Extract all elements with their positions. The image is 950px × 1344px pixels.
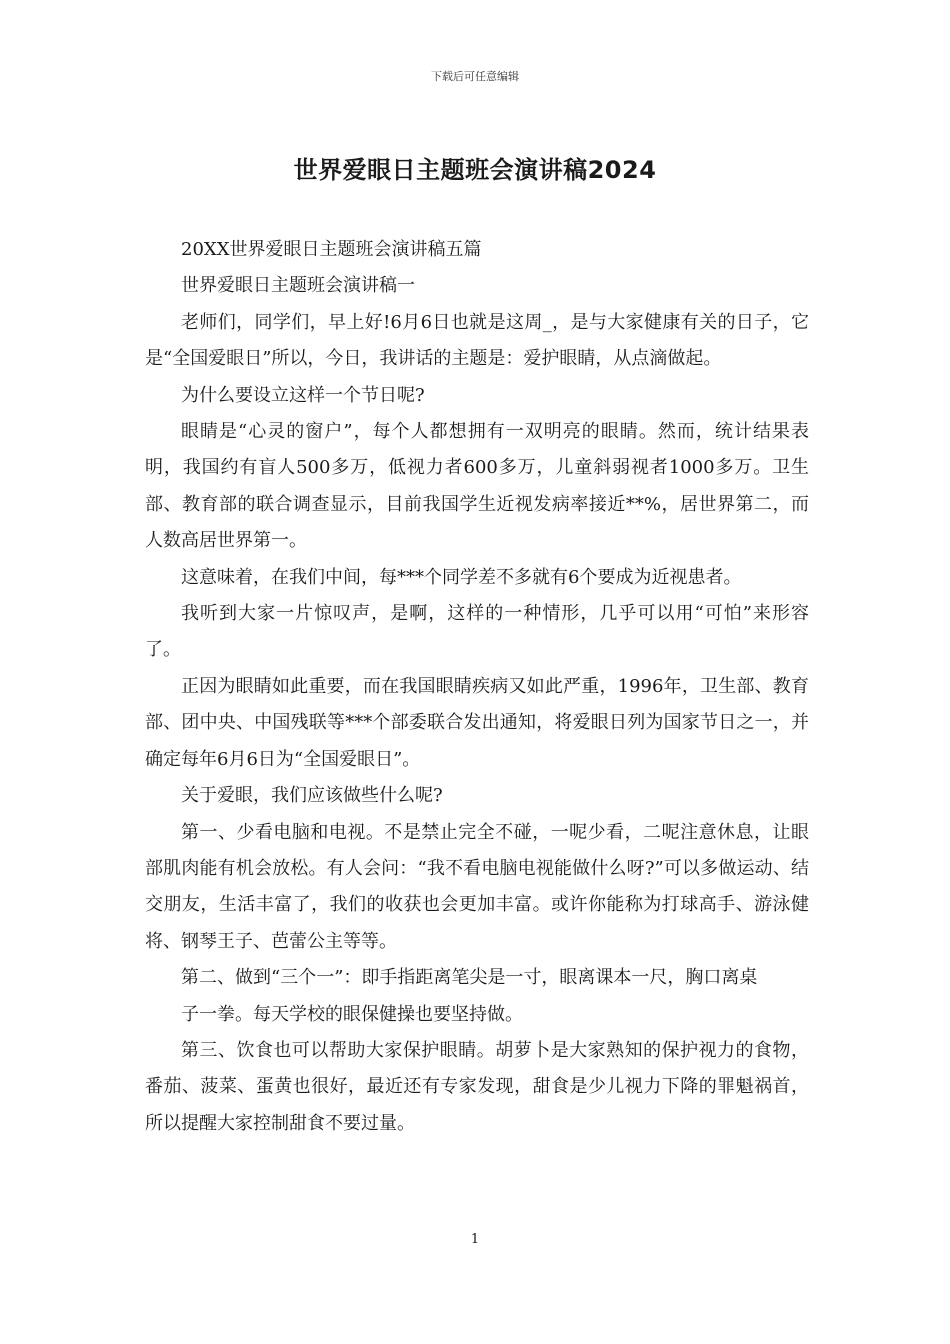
subtitle-paragraph: 20XX世界爱眼日主题班会演讲稿五篇 — [181, 239, 482, 260]
body-paragraph: 我听到大家一片惊叹声，是啊，这样的一种情形，几乎可以用“可怕”来形容了。 — [145, 603, 809, 661]
document-body — [145, 232, 809, 1142]
header-note: 下载后可任意编辑 — [431, 70, 519, 83]
section-heading-paragraph: 世界爱眼日主题班会演讲稿一 — [181, 275, 415, 297]
body-paragraph: 正因为眼睛如此重要，而在我国眼睛疾病又如此严重，1996年，卫生部、教育部、团中央、中国残联等***个部委联合发出通知，将爱眼日列为国家节日之一，并确定每年6月6日为“全国爱眼日”。 — [145, 675, 809, 770]
page-number: 1 — [470, 1232, 480, 1247]
body-paragraph: 老师们，同学们，早上好!6月6日也就是这周_，是与大家健康有关的日子，它是“全国爱眼日”所以，今日，我讲话的主题是：爱护眼睛，从点滴做起。 — [145, 311, 809, 370]
body-paragraph: 第三、饮食也可以帮助大家保护眼睛。胡萝卜是大家熟知的保护视力的食物，番茄、菠菜、蛋黄也很好，最近还有专家发现，甜食是少儿视力下降的罪魁祸首，所以提醒大家控制甜食不要过量。 — [145, 1039, 809, 1134]
body-paragraph: 第二、做到“三个一”：即手指距离笔尖是一寸，眼离课本一尺，胸口离桌 — [181, 967, 758, 989]
body-paragraph: 这意味着，在我们中间，每***个同学差不多就有6个要成为近视患者。 — [181, 566, 742, 588]
body-paragraph: 子一拳。每天学校的眼保健操也要坚持做。 — [181, 1003, 523, 1025]
body-paragraph: 关于爱眼，我们应该做些什么呢? — [181, 785, 443, 807]
body-paragraph: 眼睛是“心灵的窗户”，每个人都想拥有一双明亮的眼睛。然而，统计结果表明，我国约有盲人500多万，低视力者600多万，儿童斜弱视者1000多万。卫生部、教育部的联合调查显示，目前我国学生近视发病率接近**%，居世界第二，而人数高居世界第一。 — [145, 421, 809, 552]
body-paragraph: 第一、少看电脑和电视。不是禁止完全不碰，一呢少看，二呢注意休息，让眼部肌肉能有机会放松。有人会问：“我不看电脑电视能做什么呀?”可以多做运动、结交朋友，生活丰富了，我们的收获也会更加丰富。或许你能称为打球高手、游泳健将、钢琴王子、芭蕾公主等等。 — [145, 821, 809, 952]
document-title: 世界爱眼日主题班会演讲稿2024 — [293, 156, 657, 184]
body-paragraph: 为什么要设立这样一个节日呢? — [181, 384, 425, 406]
